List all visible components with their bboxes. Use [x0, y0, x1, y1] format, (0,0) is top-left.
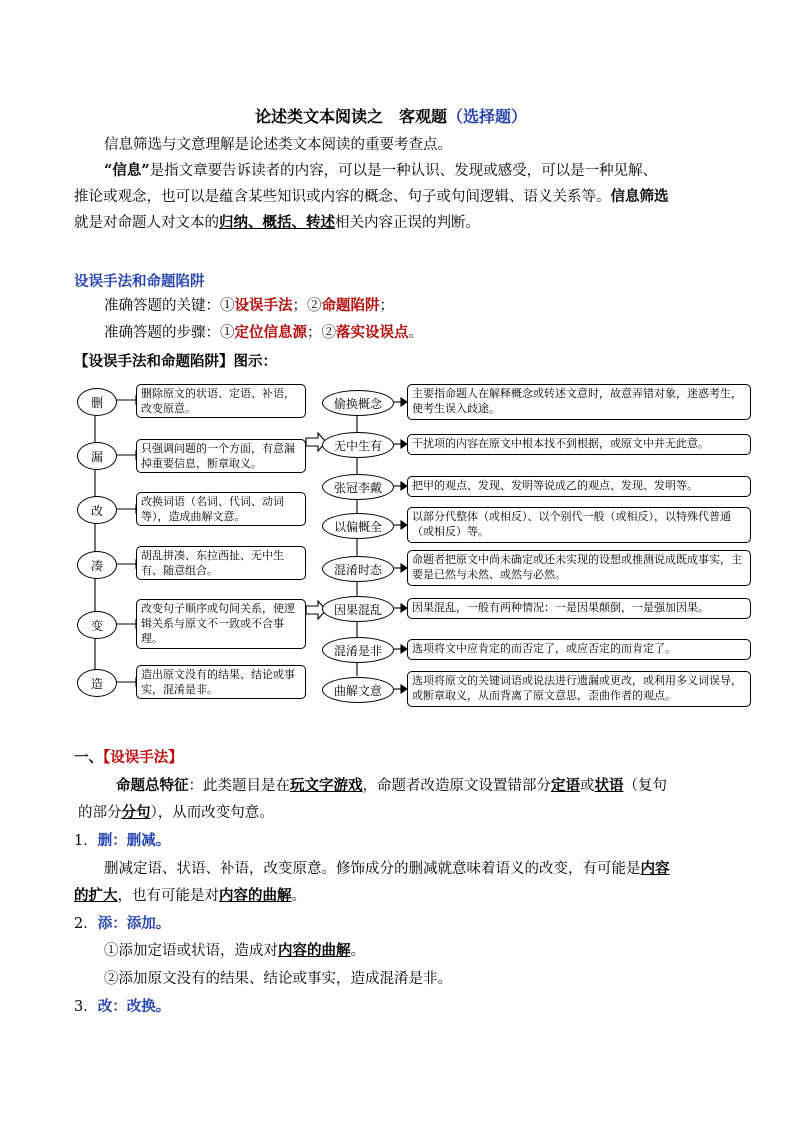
trap-rightwrong: 混淆是非: [322, 637, 394, 663]
trap-desc-generalize: 以部分代整体（或相反）、以个别代一般（或相反），以特殊代普通（或相反）等。: [407, 507, 751, 543]
desc-fabricate: 造出原文没有的结果、结论或事实，混淆是非。: [136, 665, 306, 699]
trap-misread: 曲解文意: [322, 677, 394, 703]
desc-change: 改换词语（名词、代词、动词等），造成曲解文意。: [136, 492, 306, 526]
intro-p3-keywords: 归纳、概括、转述: [219, 214, 335, 231]
oval-patch: 凑: [77, 551, 117, 579]
feature-line: [116, 773, 667, 799]
feature-text-f: 或: [580, 778, 595, 794]
feature-label: 命题总特征: [116, 777, 189, 794]
item3-heading: [74, 994, 170, 1020]
page-title: [255, 104, 527, 127]
trap-concept: 偷换概念: [322, 390, 394, 416]
keyword-info: “信息”: [104, 162, 150, 179]
feature-text-b: ：此类题目是在: [188, 778, 290, 794]
intro-p3-text2: 相关内容正误的判断。: [335, 215, 480, 231]
trap-desc-tense: 命题者把原文中尚未确定或还未实现的设想或推测说成既成事实，主要是已然与未然、或然与必然。: [407, 550, 751, 586]
step-text-b: 定位信息源: [234, 324, 307, 341]
key-text-e: ；: [379, 298, 394, 314]
item3-title: 改：改换。: [97, 998, 171, 1015]
intro-p2-text2: 推论或观念，也可以是蕴含某些知识或内容的概念、句子或句间逻辑、语义关系等。: [74, 189, 611, 205]
keyword-filter: 信息筛选: [610, 188, 669, 205]
item1-desc-f: 。: [291, 888, 306, 904]
item1-desc-b: 内容: [640, 860, 670, 877]
item1-desc-e: 内容的曲解: [219, 887, 292, 904]
trap-desc-concept: 主要指命题人在解释概念或转述文意时，故意弄错对象，迷惑考生，使考生误入歧途。: [407, 384, 751, 420]
feature-text-d: ，命题者改造原文设置错部分: [362, 778, 551, 794]
item2-a-end: 。: [350, 943, 365, 959]
trap-misattribute: 张冠李戴: [322, 474, 394, 500]
step-line: [104, 320, 423, 346]
key-text-b: 设误手法: [234, 297, 293, 314]
oval-fabricate: 造: [77, 669, 117, 697]
trap-tense: 混淆时态: [322, 556, 394, 582]
mistake-diagram: [74, 380, 754, 710]
step-text-e: 。: [408, 325, 423, 341]
item1-desc-c: 的扩大: [74, 887, 118, 904]
trap-desc-causality: 因果混乱，一般有两种情况：一是因果颠倒，一是强加因果。: [407, 598, 751, 619]
key-text-c: ；②: [292, 298, 322, 314]
intro-p3: [74, 210, 480, 236]
item2-heading: [74, 911, 170, 937]
intro-p2-text: 是指文章要告诉读者的内容，可以是一种认识、发现或感受，可以是一种见解、: [149, 163, 658, 179]
item3-num: 3．: [74, 999, 98, 1015]
intro-p2-cont: [74, 184, 669, 210]
feature-text-c: 玩文字游戏: [290, 777, 363, 794]
item1-title: 删：删减。: [97, 832, 171, 849]
feature-text-g: 状语: [594, 777, 624, 794]
feature-text-h: （复句: [623, 778, 667, 794]
intro-p2: [104, 158, 657, 184]
trap-nothing: 无中生有: [322, 432, 394, 458]
item1-desc-a: 删减定语、状语、补语，改变原意。修饰成分的删减就意味着语义的改变，有可能是: [104, 861, 641, 877]
step-text-c: ；②: [307, 325, 336, 341]
part1-title: 【设误手法】: [103, 749, 183, 766]
desc-patch: 胡乱拼凑、东拉西扯、无中生有、随意组合。: [136, 546, 306, 580]
item2-num: 2．: [74, 916, 98, 932]
part1-heading: [74, 745, 183, 771]
section-heading: 设误手法和命题陷阱: [74, 273, 205, 290]
desc-alter: 改变句子顺序或句间关系，使逻辑关系与原文不一致或不合事理。: [136, 599, 306, 649]
oval-change: 改: [77, 496, 117, 524]
item2-a-key: 内容的曲解: [278, 942, 351, 959]
item2-a: [104, 938, 365, 964]
oval-omit: 漏: [77, 442, 117, 470]
feature2-c: ），从而改变句意。: [150, 805, 274, 821]
title-main: 论述类文本阅读之 客观题: [255, 107, 448, 126]
item1-desc-cont: [74, 883, 306, 909]
key-text-a: 准确答题的关键：①: [104, 298, 235, 314]
item2-b: ②添加原文没有的结果、结论或事实，造成混淆是非。: [104, 971, 452, 987]
desc-omit: 只强调问题的一个方面，有意漏掉重要信息，断章取义。: [136, 439, 306, 473]
trap-desc-nothing: 干扰项的内容在原文中根本找不到根据，或原文中并无此意。: [407, 434, 751, 455]
key-text-d: 命题陷阱: [321, 297, 380, 314]
item1-heading: [74, 828, 170, 854]
trap-desc-misattribute: 把甲的观点、发现、发明等说成乙的观点、发现、发明等。: [407, 476, 751, 497]
oval-alter: 变: [77, 611, 117, 639]
trap-desc-rightwrong: 选项将文中应肯定的而否定了，或应否定的而肯定了。: [407, 639, 751, 660]
diagram-caption: 【设误手法和命题陷阱】图示：: [74, 353, 277, 370]
item2-a-text: ①添加定语或状语，造成对: [104, 943, 278, 959]
diagram-connectors: [74, 380, 754, 710]
key-line: [104, 293, 394, 319]
step-text-d: 落实设误点: [336, 324, 409, 341]
trap-generalize: 以偏概全: [322, 513, 394, 539]
feature-text-e: 定语: [551, 777, 580, 794]
step-text-a: 准确答题的步骤：①: [104, 325, 235, 341]
oval-del: 删: [77, 388, 117, 416]
title-paren: （选择题）: [447, 107, 528, 126]
desc-del: 删除原文的状语、定语、补语，改变原意。: [136, 384, 306, 418]
trap-causality: 因果混乱: [322, 596, 394, 622]
feature2-a: 的部分: [78, 805, 122, 821]
feature2-b: 分句: [121, 804, 151, 821]
item1-desc-d: ，也有可能是对: [117, 888, 219, 904]
trap-desc-misread: 选项将原文的关键词语或说法进行遗漏或更改，或利用多义词误导，或断章取义，从而背离了原文意思，歪曲作者的观点。: [407, 671, 751, 707]
intro-p1: 信息筛选与文意理解是论述类文本阅读的重要考查点。: [104, 137, 452, 153]
feature-line-2: [78, 800, 274, 826]
part1-num: 一、: [74, 749, 103, 766]
item2-title: 添：添加。: [97, 915, 171, 932]
item1-desc: [104, 856, 670, 882]
item1-num: 1．: [74, 833, 98, 849]
intro-p3-text: 就是对命题人对文本的: [74, 215, 219, 231]
